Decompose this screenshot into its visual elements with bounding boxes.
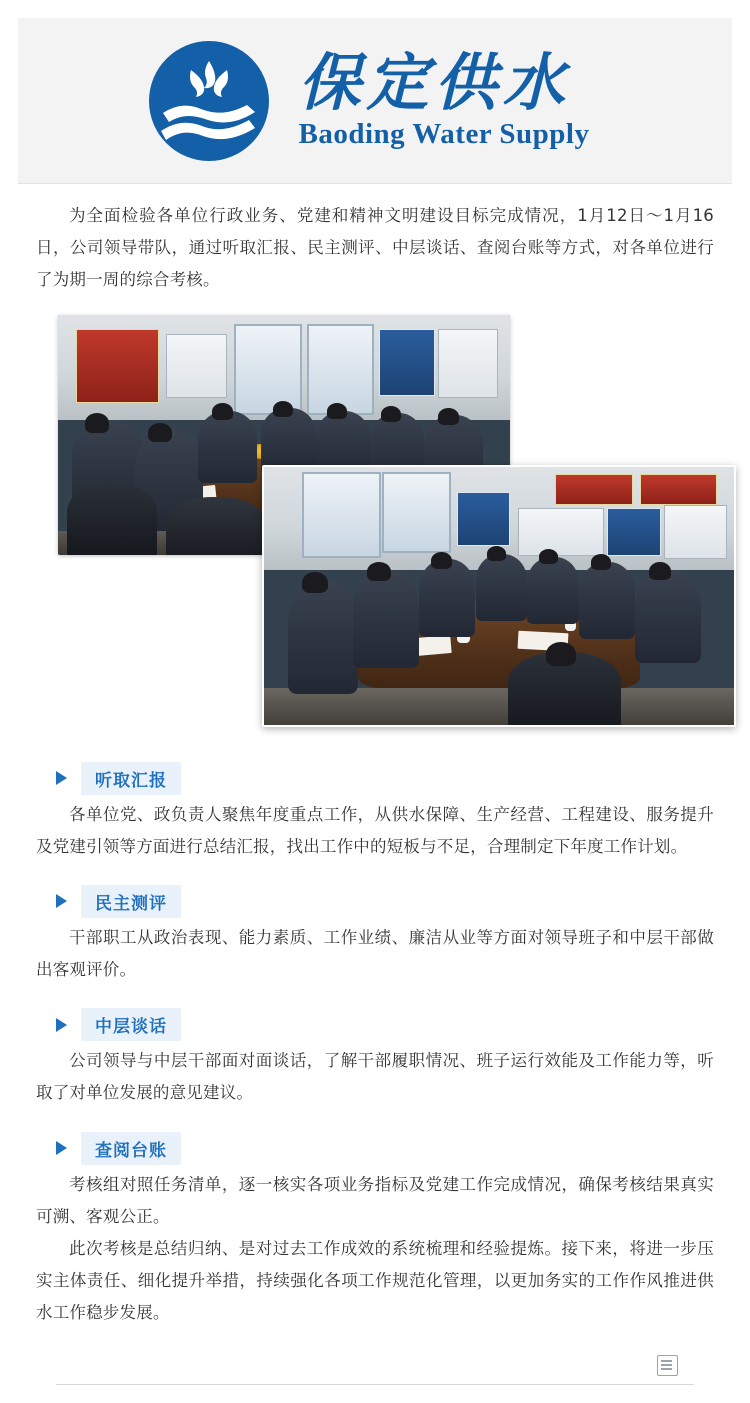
article-footer — [18, 1355, 732, 1403]
article-body — [18, 184, 732, 1329]
triangle-bullet-icon — [56, 894, 67, 908]
section-title-2: 民主测评 — [81, 885, 181, 918]
footer-divider — [56, 1384, 694, 1385]
triangle-bullet-icon — [56, 1018, 67, 1032]
logo-text — [298, 46, 590, 150]
brand-header — [18, 18, 732, 183]
section-body-2: 干部职工从政治表现、能力素质、工作业绩、廉洁从业等方面对领导班子和中层干部做出客观评价。 — [36, 927, 714, 980]
logo-title-cn: 保定供水 — [298, 46, 571, 120]
list-article-icon[interactable] — [657, 1355, 678, 1376]
water-wave-logo-icon — [145, 37, 273, 165]
logo-title-en: Baoding Water Supply — [298, 117, 590, 150]
meeting-room-photo-2 — [262, 465, 736, 727]
photo-collage — [36, 315, 714, 740]
triangle-bullet-icon — [56, 771, 67, 785]
section-body-3: 公司领导与中层干部面对面谈话，了解干部履职情况、班子运行效能及工作能力等，听取了对单位发展的意见建议。 — [36, 1051, 714, 1103]
section-title-4: 查阅台账 — [81, 1132, 181, 1165]
triangle-bullet-icon — [56, 1141, 67, 1155]
section-heading — [36, 885, 714, 918]
section-title-1: 听取汇报 — [81, 762, 181, 795]
section-heading — [36, 1008, 714, 1041]
section-title-3: 中层谈话 — [81, 1008, 181, 1041]
intro-paragraph: 为全面检验各单位行政业务、党建和精神文明建设目标完成情况，1月12日～1月16日，公司领导带队，通过听取汇报、民主测评、中层谈话、查阅台账等方式，对各单位进行了为期一周的综合考核。 — [36, 206, 714, 290]
section-body-4: 考核组对照任务清单，逐一核实各项业务指标及党建工作完成情况，确保考核结果真实可溯、客观公正。 — [36, 1174, 714, 1226]
logo-lockup — [145, 37, 590, 165]
section-body-1: 各单位党、政负责人聚焦年度重点工作，从供水保障、生产经营、工程建设、服务提升及党建引领等方面进行总结汇报，找出工作中的短板与不足，合理制定下年度工作计划。 — [36, 804, 714, 856]
closing-paragraph: 此次考核是总结归纳、是对过去工作成效的系统梳理和经验提炼。接下来，将进一步压实主体责任、细化提升举措，持续强化各项工作规范化管理，以更加务实的工作作风推进供水工作稳步发展。 — [36, 1238, 714, 1323]
footer-icon-row — [36, 1355, 714, 1384]
section-heading — [36, 762, 714, 795]
section-heading — [36, 1132, 714, 1165]
